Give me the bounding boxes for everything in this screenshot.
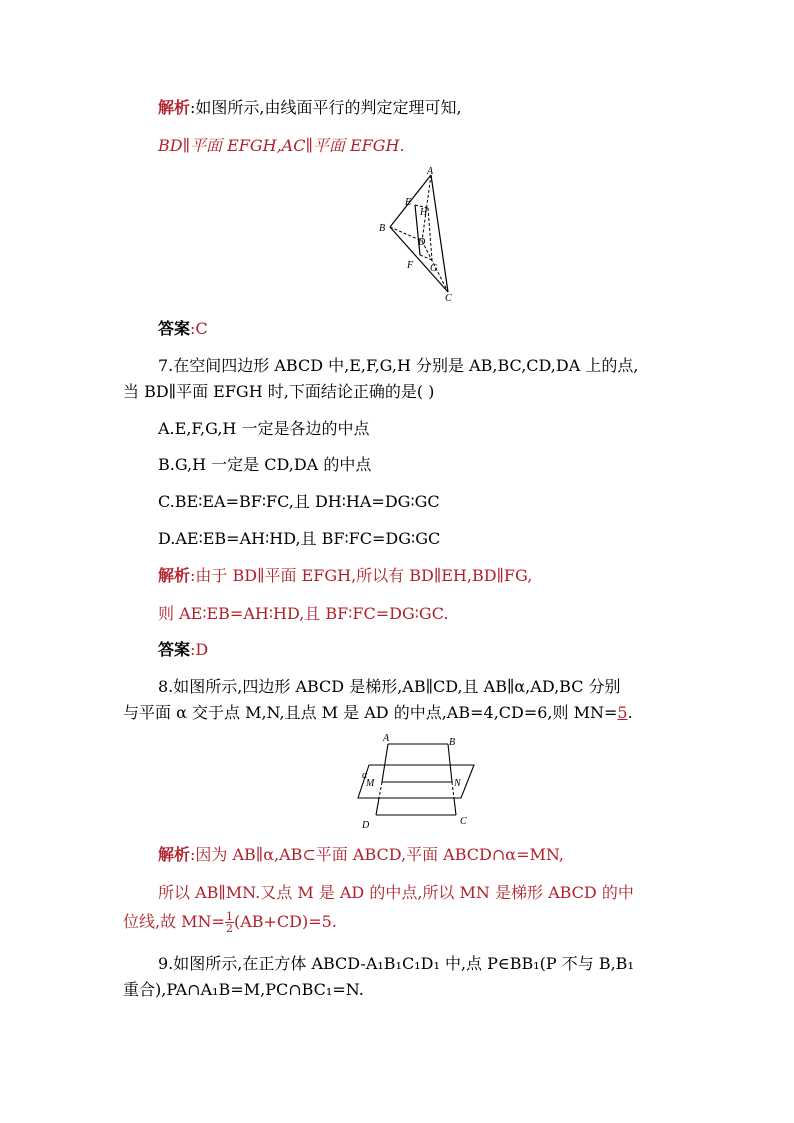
analysis-text: 位线,故 MN=	[123, 912, 225, 931]
question-9-line-2: 重合),PA∩A₁B=M,PC∩BC₁=N.	[123, 980, 364, 999]
tetrahedron-figure	[370, 165, 470, 305]
analysis-text: :如图所示,由线面平行的判定定理可知,	[190, 98, 462, 117]
question-9-line-1: 9.如图所示,在正方体 ABCD-A₁B₁C₁D₁ 中,点 P∈BB₁(P 不与 B,B₁	[158, 954, 634, 973]
edge-bc-lower	[454, 798, 456, 815]
analysis-text: :因为 AB∥α,AB⊂平面 ABCD,平面 ABCD∩α=MN,	[190, 845, 564, 864]
edge-fg	[420, 255, 432, 260]
label-b: B	[379, 223, 386, 234]
edge-ad-lower	[376, 798, 379, 815]
analysis-3-line-2: 所以 AB∥MN.又点 M 是 AD 的中点,所以 MN 是梯形 ABCD 的中	[158, 883, 634, 902]
label-alpha: α	[362, 770, 368, 781]
label-a: A	[383, 733, 390, 744]
label-c: C	[460, 816, 467, 827]
label-b: B	[449, 737, 456, 748]
label-a: A	[427, 166, 434, 177]
analysis-3-line-3	[123, 911, 337, 934]
trapezoid-plane-figure	[350, 732, 480, 832]
option-d: D.AE∶EB=AH∶HD,且 BF∶FC=DG∶GC	[158, 529, 441, 548]
label-g: G	[430, 263, 438, 274]
answer-value: :D	[190, 640, 209, 659]
analysis-label: 解析	[158, 566, 191, 585]
label-f: F	[407, 260, 414, 271]
label-n: N	[454, 778, 461, 789]
answer-label: 答案	[158, 319, 191, 338]
edge-bc-upper	[448, 744, 452, 782]
label-c: C	[445, 293, 452, 304]
label-h: H	[420, 207, 428, 218]
answer-line-1	[158, 319, 208, 339]
analysis-2-line-1	[158, 566, 532, 586]
label-d: D	[418, 237, 426, 248]
analysis-text: (AB+CD)=5.	[233, 912, 337, 931]
fraction	[225, 911, 234, 934]
question-8-answer: 5	[617, 703, 628, 722]
analysis-2-line-2: 则 AE∶EB=AH∶HD,且 BF∶FC=DG∶GC.	[158, 604, 449, 623]
question-8-line-1: 8.如图所示,四边形 ABCD 是梯形,AB∥CD,且 AB∥α,AD,BC 分别	[158, 677, 621, 696]
question-7-line-2: 当 BD∥平面 EFGH 时,下面结论正确的是( )	[123, 382, 435, 401]
option-a: A.E,F,G,H 一定是各边的中点	[158, 419, 370, 438]
answer-value: :C	[190, 319, 208, 338]
label-m: M	[366, 778, 375, 789]
label-d: D	[362, 820, 370, 831]
analysis-3-line-1	[158, 845, 564, 865]
option-c: C.BE∶EA=BF∶FC,且 DH∶HA=DG∶GC	[158, 492, 440, 511]
analysis-text: :由于 BD∥平面 EFGH,所以有 BD∥EH,BD∥FG,	[190, 566, 533, 585]
question-7-line-1: 7.在空间四边形 ABCD 中,E,F,G,H 分别是 AB,BC,CD,DA 上的点,	[158, 356, 639, 375]
edge-hg	[428, 208, 432, 260]
analysis-line-2: BD∥平面 EFGH,AC∥平面 EFGH.	[158, 136, 405, 155]
question-8-text: 与平面 α 交于点 M,N,且点 M 是 AD 的中点,AB=4,CD=6,则 MN=	[123, 703, 618, 722]
label-e: E	[405, 197, 412, 208]
edge-ad-upper	[382, 744, 388, 782]
fraction-numerator: 1	[225, 910, 233, 923]
answer-label: 答案	[158, 640, 191, 659]
question-8-line-2	[123, 703, 633, 723]
option-b: B.G,H 一定是 CD,DA 的中点	[158, 455, 372, 474]
analysis-label: 解析	[158, 845, 191, 864]
question-8-period: .	[627, 703, 633, 722]
fraction-denominator: 2	[225, 922, 233, 935]
answer-line-2	[158, 640, 208, 660]
analysis-label: 解析	[158, 98, 191, 117]
analysis-line-1	[158, 98, 462, 118]
hidden-ad	[379, 782, 382, 798]
